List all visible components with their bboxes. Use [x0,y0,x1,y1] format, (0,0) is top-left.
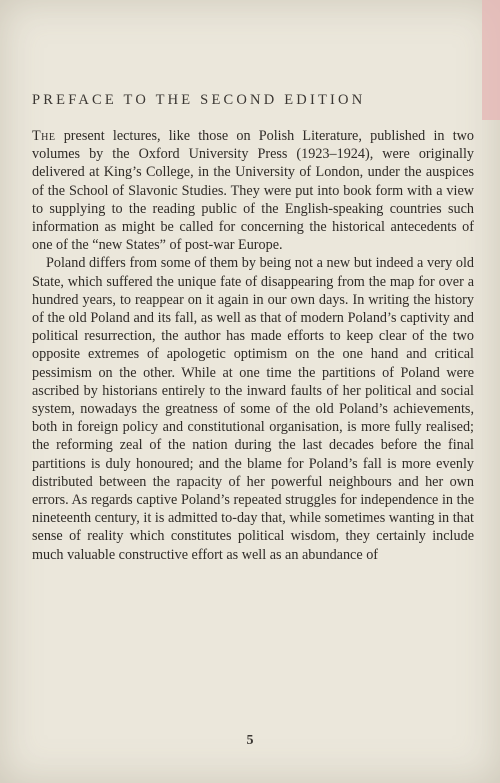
paragraph-1-text: present lectures, like those on Polish Literature, published in two volumes by the Oxford University Press (1923–1924), were originally delivered at King’s College, in the University of London, under the auspices of the School of Slavonic Studies. They were put into book form with a view to supplying to the reading public of the English-speaking countries such information as might be called for concerning the historical antecedents of one of the “new States” of post-war Europe. [32,128,474,254]
body-text [32,127,474,564]
paragraph-2: Poland differs from some of them by being not a new but indeed a very old State, which suffered the unique fate of disappearing from the map for over a hundred years, to reappear on it again in our own days. In writing the history of the old Poland and its fall, as well as that of modern Poland’s captivity and political resurrection, the author has made efforts to keep clear of the two opposite extremes of apologetic optimism on the one hand and critical pessimism on the other. While at one time the partitions of Poland were ascribed by historians entirely to the inward faults of her political and social system, nowadays the greatness of some of the old Poland’s achievements, both in foreign policy and constitutional organisation, is more fully realised; the reforming zeal of the nation during the last decades before the final partitions is duly honoured; and the blame for Poland’s fall is more evenly distributed between the rapacity of her powerful neighbours and her own errors. As regards captive Poland’s repeated struggles for independence in the nineteenth century, it is admitted to-day that, while sometimes wanting in that sense of reality which constitutes political wisdom, they certainly include much valuable constructive effort as well as an abundance of [32,255,474,563]
paragraph-1-lead: The [32,128,56,144]
page-number: 5 [246,733,254,748]
chapter-heading: PREFACE TO THE SECOND EDITION [32,92,366,108]
background-edge [482,0,500,120]
paragraph-1 [32,127,474,254]
